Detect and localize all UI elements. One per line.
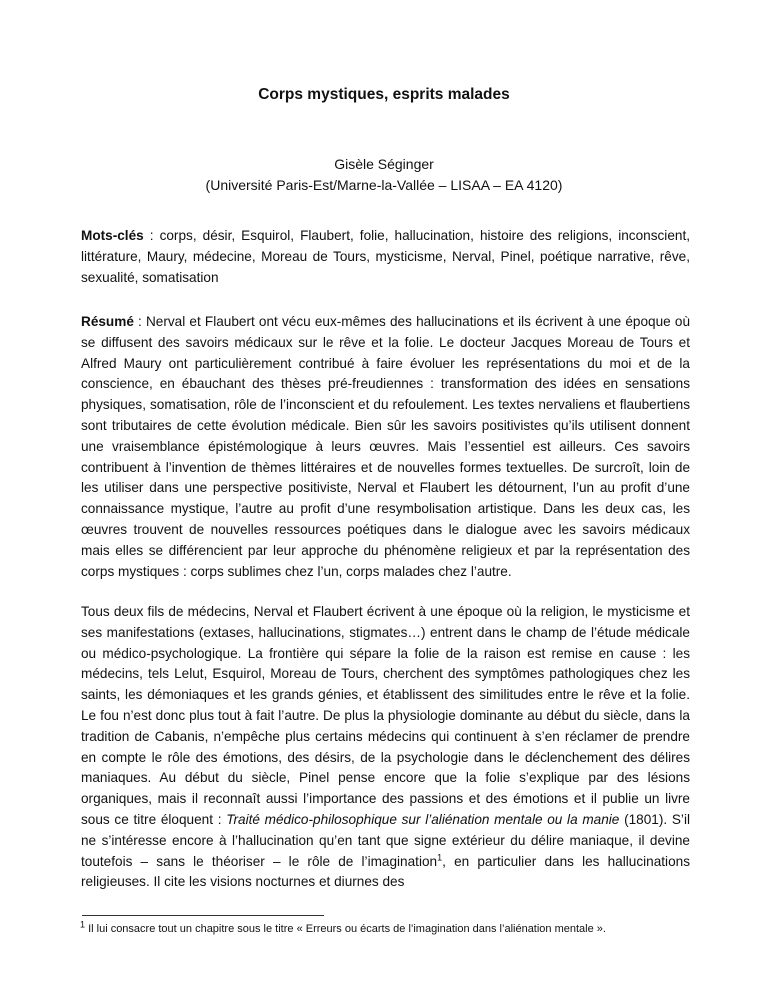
footnote [80, 919, 606, 935]
body-text-part2: (1801). S’il ne s’intéresse encore à l’hallucination qu’en tant que signe extérieur du délire maniaque, il devine toutefois – sans le théoriser – le rôle de l’imagination [81, 811, 690, 869]
author-affiliation: (Université Paris-Est/Marne-la-Vallée – LISAA – EA 4120) [205, 177, 563, 193]
author-name: Gisèle Séginger [334, 156, 434, 172]
abstract-separator: : [133, 314, 146, 329]
paper-title: Corps mystiques, esprits malades [258, 86, 510, 103]
body-paragraph [81, 602, 690, 893]
body-text-part1: Tous deux fils de médecins, Nerval et Flaubert écrivent à une époque où la religion, le mysticisme et ses manifestations (extases, hallucinations, stigmates…) entrent dans le champ de l’étude médicale ou médico-psychologique. La frontière qui sépare la folie de la raison est remise en cause : les médecins, tels Lelut, Esquirol, Moreau de Tours, cherchent des symptômes pathologiques chez les saints, les démoniaques et les grands génies, et établissent des similitudes entre le rêve et la folie. Le fou n’est donc plus tout à fait l’autre. De plus la physiologie dominante au début du siècle, dans la tradition de Cabanis, n’empêche plus certains médecins qui continuent à s’en réclamer de prendre en compte le rôle des émotions, des désirs, de la psychologie dans le déclenchement des délires maniaques. Au début du siècle, Pinel pense encore que la folie s’explique par des lésions organiques, mais il reconnaît aussi l’importance des passions et des émotions et il publie un livre sous ce titre éloquent : [81, 604, 690, 827]
keywords-separator: : [143, 228, 160, 243]
keywords-paragraph [81, 226, 690, 288]
footnote-separator [82, 915, 324, 916]
abstract-paragraph [81, 312, 690, 582]
footnote-text: Il lui consacre tout un chapitre sous le titre « Erreurs ou écarts de l’imagination dans l’aliénation mentale ». [85, 923, 606, 935]
abstract-label: Résumé [81, 314, 134, 329]
footnote-reference[interactable]: 1 [437, 852, 443, 863]
keywords-label: Mots-clés [81, 228, 144, 243]
body-text-part3: , en particulier dans les hallucinations religieuses. Il cite les visions nocturnes et diurnes des [81, 853, 690, 890]
footnote-number: 1 [80, 919, 86, 930]
abstract-text: Nerval et Flaubert ont vécu eux-mêmes des hallucinations et ils écrivent à une époque où se diffusent des savoirs médicaux sur le rêve et la folie. Le docteur Jacques Moreau de Tours et Alfred Maury ont particulièrement contribué à faire évoluer les représentations du moi et de la conscience, en ébauchant des thèses pré-freudiennes : transformation des idées en sensations physiques, somatisation, rôle de l’inconscient et du refoulement. Les textes nervaliens et flaubertiens sont tributaires de cette évolution médicale. Bien sûr les savoirs positivistes qu’ils utilisent donnent une vraisemblance épistémologique à leurs œuvres. Mais l’essentiel est ailleurs. Ces savoirs contribuent à l’invention de thèmes littéraires et de nouvelles formes textuelles. De surcroît, loin de les utiliser dans une perspective positiviste, Nerval et Flaubert les détournent, l’un au profit d’une connaissance mystique, l’autre au profit d’une resymbolisation artistique. Dans les deux cas, les œuvres trouvent de nouvelles ressources poétiques dans le dialogue avec les savoirs médicaux mais elles se différencient par leur approche du phénomène religieux et par la représentation des corps mystiques : corps sublimes chez l’un, corps malades chez l’autre. [81, 314, 690, 579]
book-title: Traité médico-philosophique sur l’aliénation mentale ou la manie [226, 811, 620, 827]
keywords-text: corps, désir, Esquirol, Flaubert, folie, hallucination, histoire des religions, inconscient, littérature, Maury, médecine, Moreau de Tours, mysticisme, Nerval, Pinel, poétique narrative, rêve, sexualité, somatisation [81, 228, 690, 285]
